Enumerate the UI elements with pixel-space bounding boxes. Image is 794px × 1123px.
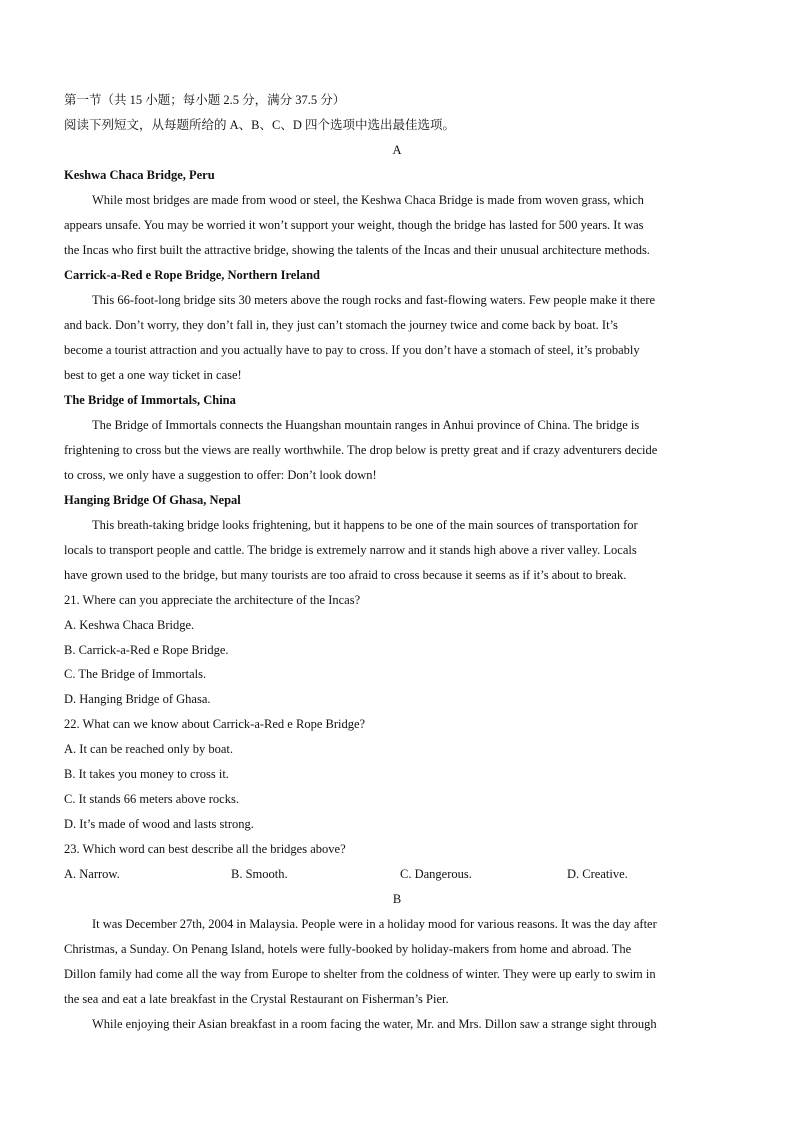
question-stem: 21. Where can you appreciate the architecture of the Incas? bbox=[64, 593, 361, 607]
bridge-title: Hanging Bridge Of Ghasa, Nepal bbox=[64, 493, 241, 507]
question-stem: 22. What can we know about Carrick-a-Red e Rope Bridge? bbox=[64, 717, 366, 731]
paragraph-line: Dillon family had come all the way from Europe to shelter from the coldness of winter. They were up early to swim in bbox=[64, 967, 656, 981]
answer-option: B. Smooth. bbox=[231, 867, 288, 881]
answer-option: A. Keshwa Chaca Bridge. bbox=[64, 618, 195, 632]
answer-option: A. Narrow. bbox=[64, 867, 120, 881]
paragraph-line: and back. Don’t worry, they don’t fall in, they just can’t stomach the journey twice and come back by boat. It’s bbox=[64, 318, 618, 332]
answer-option: D. It’s made of wood and lasts strong. bbox=[64, 817, 254, 831]
paragraph-line: While enjoying their Asian breakfast in a room facing the water, Mr. and Mrs. Dillon saw a strange sight through bbox=[92, 1017, 657, 1031]
paragraph-line: The Bridge of Immortals connects the Huangshan mountain ranges in Anhui province of China. The bridge is bbox=[92, 418, 640, 432]
paragraph-line: This 66-foot-long bridge sits 30 meters above the rough rocks and fast-flowing waters. Few people make it there bbox=[92, 293, 656, 307]
passage-b-label: B bbox=[392, 892, 402, 906]
paragraph-line: best to get a one way ticket in case! bbox=[64, 368, 242, 382]
passage-a-label: A bbox=[392, 143, 402, 157]
paragraph-line: locals to transport people and cattle. The bridge is extremely narrow and it stands high above a river valley. Locals bbox=[64, 543, 637, 557]
bridge-title: Keshwa Chaca Bridge, Peru bbox=[64, 168, 215, 182]
instruction: 阅读下列短文，从每题所给的 A、B、C、D 四个选项中选出最佳选项。 bbox=[64, 118, 455, 132]
answer-option: B. Carrick-a-Red e Rope Bridge. bbox=[64, 643, 229, 657]
answer-option: C. Dangerous. bbox=[400, 867, 472, 881]
answer-option: D. Hanging Bridge of Ghasa. bbox=[64, 692, 211, 706]
answer-option: D. Creative. bbox=[567, 867, 628, 881]
paragraph-line: This breath-taking bridge looks frightening, but it happens to be one of the main sources of transportation for bbox=[92, 518, 638, 532]
paragraph-line: to cross, we only have a suggestion to offer: Don’t look down! bbox=[64, 468, 377, 482]
section-header: 第一节（共 15 小题；每小题 2.5 分，满分 37.5 分） bbox=[64, 93, 346, 107]
bridge-title: Carrick-a-Red e Rope Bridge, Northern Ireland bbox=[64, 268, 320, 282]
bridge-title: The Bridge of Immortals, China bbox=[64, 393, 236, 407]
answer-option: B. It takes you money to cross it. bbox=[64, 767, 229, 781]
paragraph-line: the sea and eat a late breakfast in the Crystal Restaurant on Fisherman’s Pier. bbox=[64, 992, 449, 1006]
paragraph-line: become a tourist attraction and you actually have to pay to cross. If you don’t have a stomach of steel, it’s probably bbox=[64, 343, 640, 357]
paragraph-line: Christmas, a Sunday. On Penang Island, hotels were fully-booked by holiday-makers from home and abroad. The bbox=[64, 942, 632, 956]
answer-option: A. It can be reached only by boat. bbox=[64, 742, 234, 756]
answer-option: C. The Bridge of Immortals. bbox=[64, 667, 207, 681]
paragraph-line: frightening to cross but the views are really worthwhile. The drop below is pretty great and if crazy adventurers decide bbox=[64, 443, 658, 457]
question-stem: 23. Which word can best describe all the bridges above? bbox=[64, 842, 346, 856]
paragraph-line: While most bridges are made from wood or steel, the Keshwa Chaca Bridge is made from woven grass, which bbox=[92, 193, 644, 207]
paragraph-line: have grown used to the bridge, but many tourists are too afraid to cross because it seems as if it’s about to break. bbox=[64, 568, 627, 582]
paragraph-line: the Incas who first built the attractive bridge, showing the talents of the Incas and their unusual architecture methods. bbox=[64, 243, 650, 257]
paragraph-line: It was December 27th, 2004 in Malaysia. People were in a holiday mood for various reasons. It was the day after bbox=[92, 917, 657, 931]
paragraph-line: appears unsafe. You may be worried it won’t support your weight, though the bridge has lasted for 500 years. It was bbox=[64, 218, 644, 232]
answer-option: C. It stands 66 meters above rocks. bbox=[64, 792, 239, 806]
